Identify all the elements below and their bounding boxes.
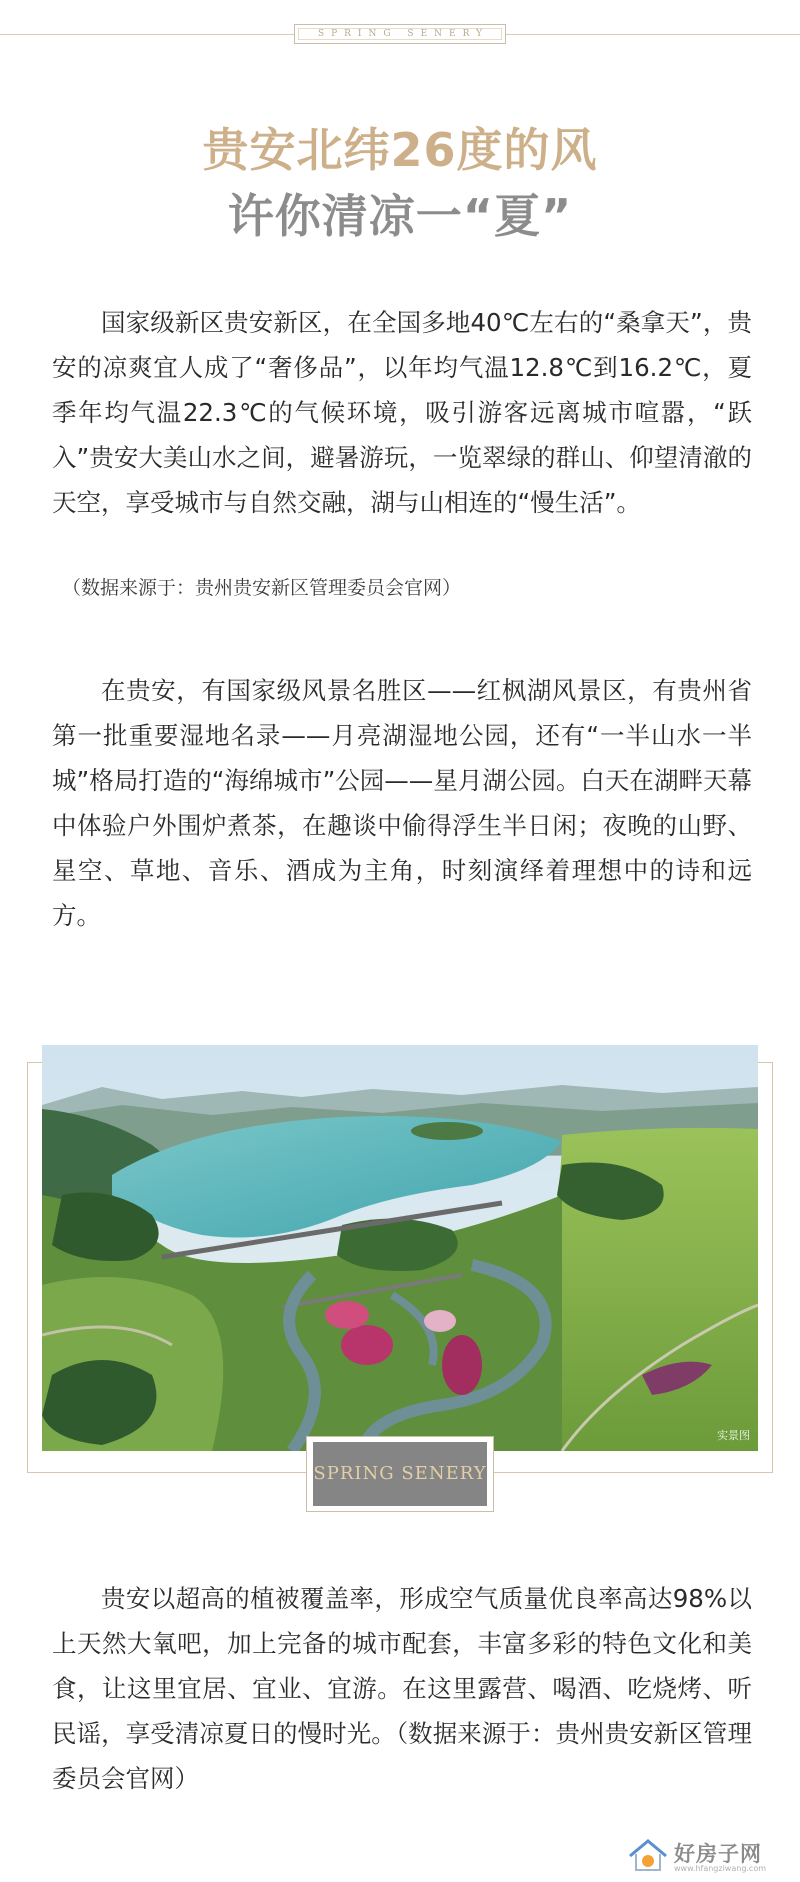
lake-wetland-illustration bbox=[42, 1045, 758, 1451]
paragraph-ecology: 贵安以超高的植被覆盖率，形成空气质量优良率高达98%以上天然大氧吧，加上完备的城市配套，丰富多彩的特色文化和美食，让这里宜居、宜业、宜游。在这里露营、喝酒、吃烧烤、听民谣，享受清凉夏日的慢时光。（数据来源于：贵州贵安新区管理委员会官网） bbox=[52, 1584, 752, 1793]
photo-badge: 实景图 bbox=[717, 1429, 750, 1442]
source-note: （数据来源于：贵州贵安新区管理委员会官网） bbox=[62, 577, 462, 599]
site-watermark bbox=[626, 1836, 796, 1876]
watermark-url: www.hfangziwang.com bbox=[674, 1864, 767, 1873]
title-line-1: 贵安北纬26度的风 bbox=[202, 123, 598, 177]
watermark-text: 好房子网 bbox=[674, 1842, 762, 1866]
title-line-2: 许你清凉一“夏” bbox=[227, 189, 573, 243]
house-logo-icon bbox=[626, 1836, 670, 1876]
paragraph-scenic-spots: 在贵安，有国家级风景名胜区——红枫湖风景区，有贵州省第一批重要湿地名录——月亮湖湿地公园，还有“一半山水一半城”格局打造的“海绵城市”公园——星月湖公园。白天在湖畔天幕中体验户外围炉煮茶，在趣谈中偷得浮生半日闲；夜晚的山野、星空、草地、音乐、酒成为主角，时刻演绎着理想中的诗和远方。 bbox=[52, 676, 752, 930]
paragraph-climate: 国家级新区贵安新区，在全国多地40℃左右的“桑拿天”，贵安的凉爽宜人成了“奢侈品”，以年均气温12.8℃到16.2℃，夏季年均气温22.3℃的气候环境，吸引游客远离城市喧嚣，“跃入”贵安大美山水之间，避暑游玩，一览翠绿的群山、仰望清澈的天空，享受城市与自然交融，湖与山相连的“慢生活”。 bbox=[52, 308, 752, 517]
header-tag: SPRING SENERY bbox=[294, 24, 506, 44]
lake-wetland-photo bbox=[42, 1045, 758, 1451]
photo-caption: SPRING SENERY bbox=[313, 1442, 487, 1506]
